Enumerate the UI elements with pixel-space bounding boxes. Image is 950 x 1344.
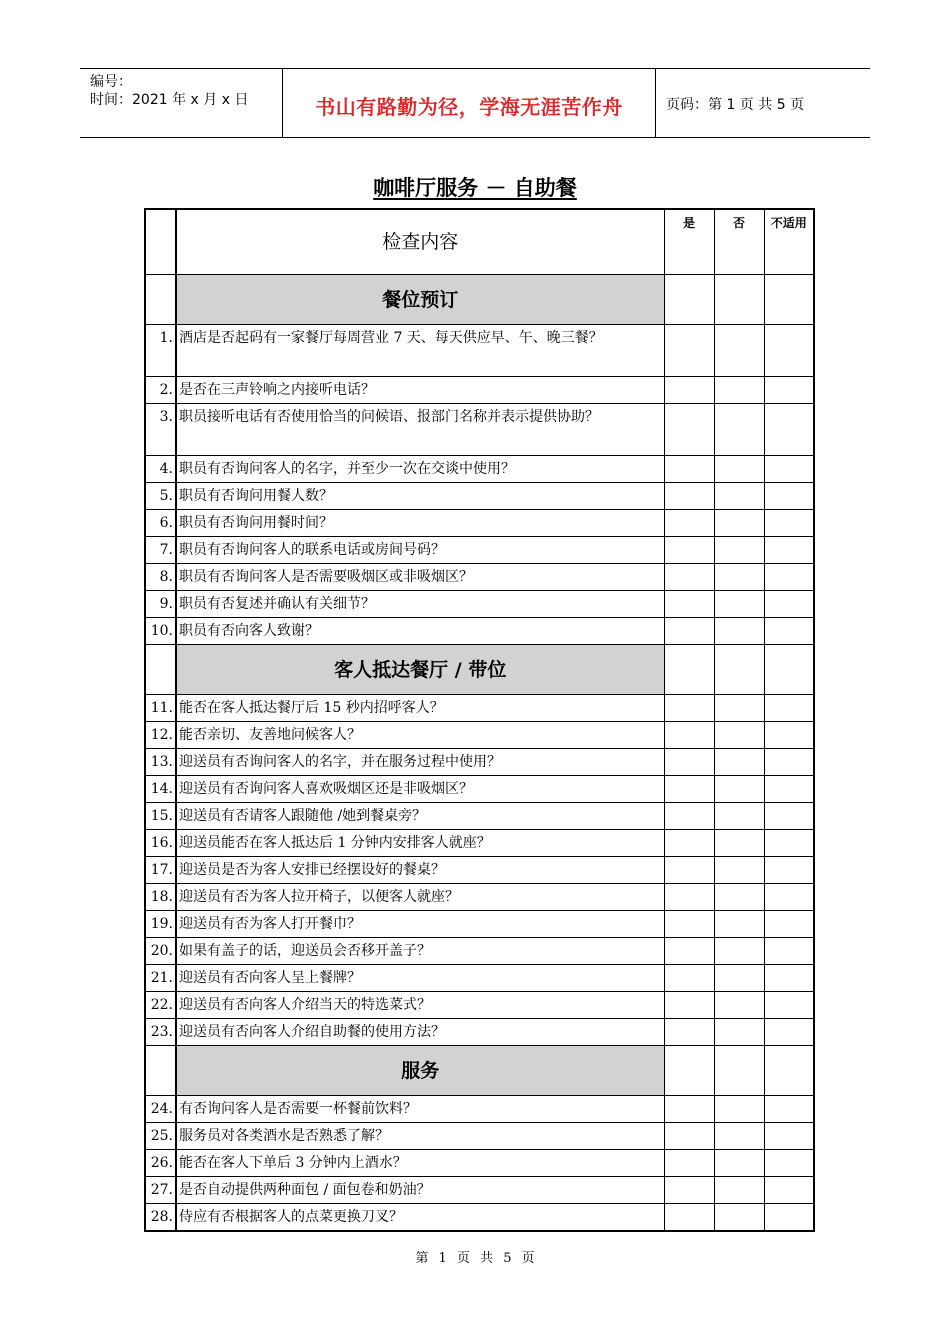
answer-no-cell[interactable] [714, 992, 764, 1019]
answer-yes-cell[interactable] [664, 884, 714, 911]
answer-na-cell[interactable] [764, 695, 814, 722]
item-question: 是否在三声铃响之内接听电话？ [176, 377, 664, 404]
document-title-wrap [0, 172, 950, 202]
header-motto: 书山有路勤为径，学海无涯苦作舟 [315, 95, 623, 119]
item-number: 19. [145, 911, 176, 938]
item-question: 能否在客人抵达餐厅后 15 秒内招呼客人？ [176, 695, 664, 722]
answer-yes-cell[interactable] [664, 749, 714, 776]
answer-no-cell[interactable] [714, 618, 764, 645]
table-row [145, 749, 814, 776]
item-question: 酒店是否起码有一家餐厅每周营业 7 天、每天供应早、午、晚三餐？ [176, 325, 664, 377]
item-question: 职员有否询问客人是否需要吸烟区或非吸烟区？ [176, 564, 664, 591]
table-row [145, 1177, 814, 1204]
section-row [145, 1046, 814, 1096]
item-number: 10. [145, 618, 176, 645]
answer-na-cell[interactable] [764, 483, 814, 510]
answer-na-cell[interactable] [764, 911, 814, 938]
answer-no-cell[interactable] [714, 911, 764, 938]
section-no-cell [714, 275, 764, 325]
answer-no-cell[interactable] [714, 1150, 764, 1177]
item-question: 迎送员能否在客人抵达后 1 分钟内安排客人就座？ [176, 830, 664, 857]
item-number: 20. [145, 938, 176, 965]
item-number: 26. [145, 1150, 176, 1177]
answer-yes-cell[interactable] [664, 618, 714, 645]
answer-na-cell[interactable] [764, 938, 814, 965]
answer-na-cell[interactable] [764, 510, 814, 537]
answer-yes-cell[interactable] [664, 938, 714, 965]
table-row [145, 591, 814, 618]
answer-yes-cell[interactable] [664, 404, 714, 456]
column-header-na: 不适用 [764, 209, 814, 275]
answer-no-cell[interactable] [714, 776, 764, 803]
document-date-label: 时间：2021 年 x 月 x 日 [90, 92, 249, 108]
item-question: 如果有盖子的话，迎送员会否移开盖子？ [176, 938, 664, 965]
answer-no-cell[interactable] [714, 537, 764, 564]
table-row [145, 830, 814, 857]
table-row [145, 537, 814, 564]
answer-no-cell[interactable] [714, 483, 764, 510]
item-number: 16. [145, 830, 176, 857]
answer-no-cell[interactable] [714, 695, 764, 722]
answer-yes-cell[interactable] [664, 456, 714, 483]
answer-na-cell[interactable] [764, 749, 814, 776]
item-question: 能否亲切、友善地问候客人？ [176, 722, 664, 749]
table-row [145, 404, 814, 456]
answer-na-cell[interactable] [764, 564, 814, 591]
header-meta-cell [80, 69, 282, 137]
answer-yes-cell[interactable] [664, 1177, 714, 1204]
document-title: 咖啡厅服务 － 自助餐 [373, 176, 577, 200]
answer-yes-cell[interactable] [664, 1096, 714, 1123]
item-question: 迎送员有否询问客人喜欢吸烟区还是非吸烟区？ [176, 776, 664, 803]
answer-yes-cell[interactable] [664, 564, 714, 591]
answer-na-cell[interactable] [764, 1204, 814, 1232]
header-num-cell [145, 209, 176, 275]
item-number: 9. [145, 591, 176, 618]
answer-yes-cell[interactable] [664, 510, 714, 537]
item-question: 职员接听电话有否使用恰当的问候语、报部门名称并表示提供协助？ [176, 404, 664, 456]
answer-yes-cell[interactable] [664, 591, 714, 618]
answer-na-cell[interactable] [764, 618, 814, 645]
item-number: 28. [145, 1204, 176, 1232]
section-no-cell [714, 645, 764, 695]
answer-na-cell[interactable] [764, 965, 814, 992]
item-number: 8. [145, 564, 176, 591]
answer-yes-cell[interactable] [664, 483, 714, 510]
answer-no-cell[interactable] [714, 325, 764, 377]
answer-yes-cell[interactable] [664, 776, 714, 803]
item-question: 职员有否询问客人的名字，并至少一次在交谈中使用？ [176, 456, 664, 483]
answer-no-cell[interactable] [714, 749, 764, 776]
section-num-cell [145, 275, 176, 325]
table-row [145, 483, 814, 510]
table-row [145, 1150, 814, 1177]
item-number: 18. [145, 884, 176, 911]
answer-no-cell[interactable] [714, 404, 764, 456]
header-page-cell [656, 69, 870, 137]
section-title: 餐位预订 [176, 275, 664, 325]
answer-na-cell[interactable] [764, 537, 814, 564]
answer-no-cell[interactable] [714, 884, 764, 911]
answer-no-cell[interactable] [714, 1096, 764, 1123]
table-row [145, 965, 814, 992]
table-row [145, 992, 814, 1019]
item-number: 21. [145, 965, 176, 992]
item-question: 职员有否复述并确认有关细节？ [176, 591, 664, 618]
item-number: 5. [145, 483, 176, 510]
answer-na-cell[interactable] [764, 325, 814, 377]
item-number: 2. [145, 377, 176, 404]
item-number: 13. [145, 749, 176, 776]
answer-no-cell[interactable] [714, 1123, 764, 1150]
section-num-cell [145, 645, 176, 695]
table-row [145, 456, 814, 483]
table-row [145, 911, 814, 938]
item-question: 迎送员有否为客人打开餐巾？ [176, 911, 664, 938]
answer-yes-cell[interactable] [664, 377, 714, 404]
table-row [145, 803, 814, 830]
answer-na-cell[interactable] [764, 377, 814, 404]
table-row [145, 377, 814, 404]
answer-na-cell[interactable] [764, 1019, 814, 1046]
item-number: 15. [145, 803, 176, 830]
item-number: 6. [145, 510, 176, 537]
item-question: 迎送员有否向客人呈上餐牌？ [176, 965, 664, 992]
section-no-cell [714, 1046, 764, 1096]
answer-na-cell[interactable] [764, 857, 814, 884]
section-na-cell [764, 1046, 814, 1096]
answer-no-cell[interactable] [714, 857, 764, 884]
section-na-cell [764, 645, 814, 695]
item-number: 22. [145, 992, 176, 1019]
item-number: 12. [145, 722, 176, 749]
answer-no-cell[interactable] [714, 965, 764, 992]
item-number: 7. [145, 537, 176, 564]
table-header-row [145, 209, 814, 275]
table-row [145, 1204, 814, 1232]
section-title: 服务 [176, 1046, 664, 1096]
item-question: 能否在客人下单后 3 分钟内上酒水？ [176, 1150, 664, 1177]
answer-yes-cell[interactable] [664, 965, 714, 992]
answer-yes-cell[interactable] [664, 803, 714, 830]
answer-na-cell[interactable] [764, 1150, 814, 1177]
answer-yes-cell[interactable] [664, 1123, 714, 1150]
answer-yes-cell[interactable] [664, 695, 714, 722]
answer-na-cell[interactable] [764, 404, 814, 456]
header-motto-cell [282, 69, 656, 137]
table-row [145, 618, 814, 645]
answer-no-cell[interactable] [714, 591, 764, 618]
column-header-yes: 是 [664, 209, 714, 275]
item-number: 17. [145, 857, 176, 884]
answer-yes-cell[interactable] [664, 325, 714, 377]
answer-no-cell[interactable] [714, 1019, 764, 1046]
item-question: 职员有否询问用餐时间？ [176, 510, 664, 537]
page-header [80, 68, 870, 138]
item-question: 迎送员有否请客人跟随他 /她到餐桌旁？ [176, 803, 664, 830]
answer-no-cell[interactable] [714, 803, 764, 830]
item-question: 侍应有否根据客人的点菜更换刀叉？ [176, 1204, 664, 1232]
answer-yes-cell[interactable] [664, 1019, 714, 1046]
table-row [145, 510, 814, 537]
page-footer: 第 1 页 共 5 页 [415, 1251, 535, 1266]
item-question: 迎送员有否询问客人的名字，并在服务过程中使用？ [176, 749, 664, 776]
answer-na-cell[interactable] [764, 884, 814, 911]
answer-no-cell[interactable] [714, 564, 764, 591]
answer-no-cell[interactable] [714, 456, 764, 483]
answer-no-cell[interactable] [714, 1204, 764, 1232]
answer-na-cell[interactable] [764, 722, 814, 749]
item-number: 1. [145, 325, 176, 377]
item-question: 职员有否询问用餐人数？ [176, 483, 664, 510]
section-row [145, 645, 814, 695]
answer-yes-cell[interactable] [664, 1150, 714, 1177]
header-page-info: 页码：第 1 页 共 5 页 [666, 97, 805, 113]
answer-yes-cell[interactable] [664, 830, 714, 857]
item-number: 14. [145, 776, 176, 803]
item-question: 职员有否向客人致谢？ [176, 618, 664, 645]
item-number: 24. [145, 1096, 176, 1123]
item-question: 迎送员有否为客人拉开椅子，以便客人就座？ [176, 884, 664, 911]
answer-no-cell[interactable] [714, 1177, 764, 1204]
item-question: 服务员对各类酒水是否熟悉了解？ [176, 1123, 664, 1150]
section-yes-cell [664, 275, 714, 325]
answer-na-cell[interactable] [764, 591, 814, 618]
answer-na-cell[interactable] [764, 776, 814, 803]
answer-na-cell[interactable] [764, 992, 814, 1019]
item-question: 迎送员有否向客人介绍当天的特选菜式？ [176, 992, 664, 1019]
answer-no-cell[interactable] [714, 830, 764, 857]
answer-na-cell[interactable] [764, 1177, 814, 1204]
checklist-table [144, 208, 815, 1232]
answer-yes-cell[interactable] [664, 992, 714, 1019]
item-number: 3. [145, 404, 176, 456]
section-num-cell [145, 1046, 176, 1096]
section-yes-cell [664, 1046, 714, 1096]
answer-no-cell[interactable] [714, 510, 764, 537]
table-row [145, 938, 814, 965]
answer-no-cell[interactable] [714, 938, 764, 965]
answer-na-cell[interactable] [764, 1096, 814, 1123]
answer-yes-cell[interactable] [664, 911, 714, 938]
table-row [145, 1019, 814, 1046]
section-title: 客人抵达餐厅 / 带位 [176, 645, 664, 695]
item-number: 4. [145, 456, 176, 483]
column-header-no: 否 [714, 209, 764, 275]
item-question: 有否询问客人是否需要一杯餐前饮料？ [176, 1096, 664, 1123]
item-question: 迎送员是否为客人安排已经摆设好的餐桌？ [176, 857, 664, 884]
table-row [145, 325, 814, 377]
answer-na-cell[interactable] [764, 456, 814, 483]
item-number: 11. [145, 695, 176, 722]
section-na-cell [764, 275, 814, 325]
item-question: 是否自动提供两种面包 / 面包卷和奶油？ [176, 1177, 664, 1204]
answer-na-cell[interactable] [764, 830, 814, 857]
answer-na-cell[interactable] [764, 803, 814, 830]
section-yes-cell [664, 645, 714, 695]
document-number-label: 编号： [90, 74, 132, 90]
table-row [145, 1096, 814, 1123]
table-row [145, 564, 814, 591]
answer-yes-cell[interactable] [664, 857, 714, 884]
answer-yes-cell[interactable] [664, 722, 714, 749]
table-row [145, 722, 814, 749]
item-number: 27. [145, 1177, 176, 1204]
table-row [145, 776, 814, 803]
answer-yes-cell[interactable] [664, 1204, 714, 1232]
table-row [145, 857, 814, 884]
table-row [145, 1123, 814, 1150]
answer-yes-cell[interactable] [664, 537, 714, 564]
item-number: 25. [145, 1123, 176, 1150]
answer-no-cell[interactable] [714, 377, 764, 404]
column-header-content: 检查内容 [176, 209, 664, 275]
section-row [145, 275, 814, 325]
table-row [145, 884, 814, 911]
answer-no-cell[interactable] [714, 722, 764, 749]
item-number: 23. [145, 1019, 176, 1046]
item-question: 迎送员有否向客人介绍自助餐的使用方法？ [176, 1019, 664, 1046]
item-question: 职员有否询问客人的联系电话或房间号码？ [176, 537, 664, 564]
table-row [145, 695, 814, 722]
answer-na-cell[interactable] [764, 1123, 814, 1150]
